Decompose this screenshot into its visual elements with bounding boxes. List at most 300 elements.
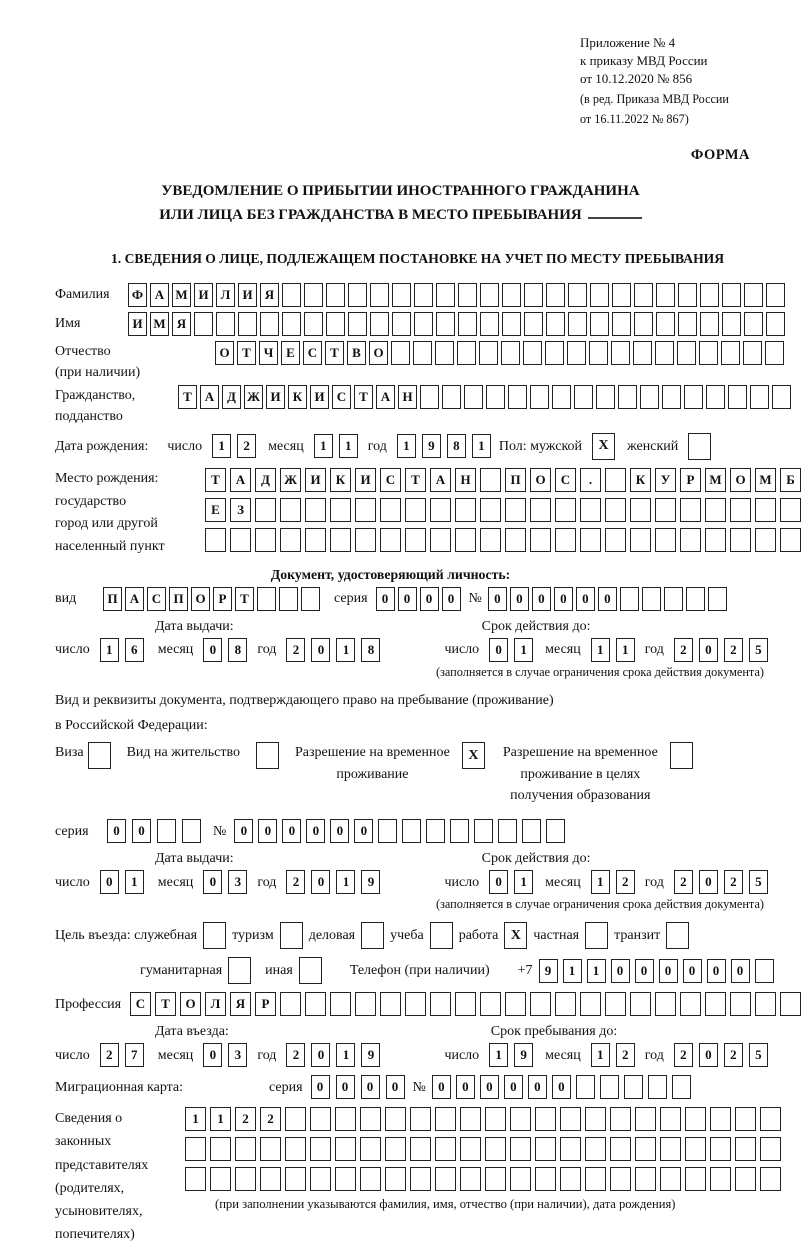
char-cell[interactable] — [721, 341, 740, 365]
char-cell[interactable] — [360, 1137, 381, 1161]
char-cell[interactable]: Л — [216, 283, 235, 307]
char-cell[interactable] — [330, 498, 351, 522]
char-cell[interactable] — [505, 498, 526, 522]
char-cell[interactable] — [370, 312, 389, 336]
char-cell[interactable]: Я — [230, 992, 251, 1016]
char-cell[interactable] — [260, 312, 279, 336]
char-cell[interactable]: 1 — [563, 959, 582, 983]
char-cell[interactable] — [355, 992, 376, 1016]
char-cell[interactable] — [310, 1137, 331, 1161]
char-cell[interactable] — [755, 959, 774, 983]
char-cell[interactable] — [730, 992, 751, 1016]
char-cell[interactable]: 3 — [228, 870, 247, 894]
char-cell[interactable] — [755, 992, 776, 1016]
char-cell[interactable] — [185, 1137, 206, 1161]
char-cell[interactable] — [460, 1167, 481, 1191]
char-cell[interactable] — [524, 312, 543, 336]
char-cell[interactable] — [405, 992, 426, 1016]
char-cell[interactable]: 1 — [472, 434, 491, 458]
checkbox-cell[interactable] — [228, 957, 251, 984]
char-cell[interactable] — [705, 528, 726, 552]
char-cell[interactable]: 2 — [724, 1043, 743, 1067]
char-cell[interactable] — [230, 528, 251, 552]
char-cell[interactable] — [301, 587, 320, 611]
char-cell[interactable] — [310, 1107, 331, 1131]
char-cell[interactable] — [330, 992, 351, 1016]
char-cell[interactable]: 0 — [552, 1075, 571, 1099]
char-cell[interactable] — [700, 312, 719, 336]
char-cell[interactable]: П — [103, 587, 122, 611]
char-cell[interactable]: 1 — [314, 434, 333, 458]
char-cell[interactable]: 1 — [397, 434, 416, 458]
char-cell[interactable]: Б — [780, 468, 801, 492]
char-cell[interactable]: 0 — [510, 587, 529, 611]
char-cell[interactable]: Л — [205, 992, 226, 1016]
char-cell[interactable] — [486, 385, 505, 409]
char-cell[interactable]: Ж — [280, 468, 301, 492]
char-cell[interactable] — [555, 992, 576, 1016]
char-cell[interactable] — [735, 1167, 756, 1191]
char-cell[interactable] — [260, 1167, 281, 1191]
char-cell[interactable] — [430, 528, 451, 552]
char-cell[interactable] — [530, 385, 549, 409]
checkbox-cell[interactable]: X — [592, 433, 615, 460]
char-cell[interactable] — [430, 498, 451, 522]
char-cell[interactable] — [630, 992, 651, 1016]
char-cell[interactable]: И — [238, 283, 257, 307]
char-cell[interactable] — [535, 1137, 556, 1161]
char-cell[interactable] — [634, 283, 653, 307]
char-cell[interactable] — [510, 1137, 531, 1161]
char-cell[interactable]: 0 — [100, 870, 119, 894]
char-cell[interactable] — [305, 992, 326, 1016]
char-cell[interactable] — [335, 1107, 356, 1131]
char-cell[interactable]: С — [303, 341, 322, 365]
char-cell[interactable]: Д — [222, 385, 241, 409]
char-cell[interactable] — [642, 587, 661, 611]
char-cell[interactable]: 5 — [749, 638, 768, 662]
char-cell[interactable] — [766, 312, 785, 336]
char-cell[interactable] — [662, 385, 681, 409]
char-cell[interactable] — [672, 1075, 691, 1099]
char-cell[interactable] — [656, 283, 675, 307]
char-cell[interactable] — [479, 341, 498, 365]
char-cell[interactable] — [624, 1075, 643, 1099]
char-cell[interactable]: С — [147, 587, 166, 611]
char-cell[interactable] — [664, 587, 683, 611]
char-cell[interactable] — [612, 283, 631, 307]
char-cell[interactable]: Т — [235, 587, 254, 611]
char-cell[interactable] — [480, 992, 501, 1016]
char-cell[interactable] — [426, 819, 445, 843]
char-cell[interactable]: Р — [213, 587, 232, 611]
char-cell[interactable]: М — [172, 283, 191, 307]
char-cell[interactable]: 0 — [107, 819, 126, 843]
char-cell[interactable] — [568, 312, 587, 336]
char-cell[interactable]: М — [705, 468, 726, 492]
char-cell[interactable] — [699, 341, 718, 365]
char-cell[interactable] — [436, 283, 455, 307]
char-cell[interactable]: Т — [178, 385, 197, 409]
char-cell[interactable]: 0 — [489, 638, 508, 662]
char-cell[interactable]: . — [580, 468, 601, 492]
char-cell[interactable] — [743, 341, 762, 365]
char-cell[interactable]: 0 — [354, 819, 373, 843]
char-cell[interactable]: 0 — [683, 959, 702, 983]
char-cell[interactable]: П — [505, 468, 526, 492]
char-cell[interactable]: 2 — [616, 870, 635, 894]
char-cell[interactable] — [555, 528, 576, 552]
char-cell[interactable] — [685, 1137, 706, 1161]
char-cell[interactable] — [280, 992, 301, 1016]
char-cell[interactable]: 8 — [228, 638, 247, 662]
char-cell[interactable] — [194, 312, 213, 336]
char-cell[interactable]: 0 — [311, 1043, 330, 1067]
char-cell[interactable] — [455, 498, 476, 522]
char-cell[interactable] — [710, 1107, 731, 1131]
char-cell[interactable] — [524, 283, 543, 307]
char-cell[interactable] — [635, 1107, 656, 1131]
char-cell[interactable] — [618, 385, 637, 409]
char-cell[interactable]: 0 — [532, 587, 551, 611]
char-cell[interactable] — [656, 312, 675, 336]
char-cell[interactable] — [635, 1137, 656, 1161]
char-cell[interactable] — [700, 283, 719, 307]
char-cell[interactable]: 1 — [514, 870, 533, 894]
char-cell[interactable] — [385, 1167, 406, 1191]
char-cell[interactable]: 0 — [699, 638, 718, 662]
char-cell[interactable] — [705, 498, 726, 522]
char-cell[interactable] — [605, 528, 626, 552]
char-cell[interactable]: 0 — [386, 1075, 405, 1099]
char-cell[interactable] — [530, 498, 551, 522]
char-cell[interactable]: О — [369, 341, 388, 365]
char-cell[interactable] — [435, 1107, 456, 1131]
char-cell[interactable]: С — [332, 385, 351, 409]
char-cell[interactable] — [730, 498, 751, 522]
char-cell[interactable]: З — [230, 498, 251, 522]
char-cell[interactable] — [458, 283, 477, 307]
char-cell[interactable] — [410, 1107, 431, 1131]
char-cell[interactable]: М — [755, 468, 776, 492]
char-cell[interactable] — [750, 385, 769, 409]
char-cell[interactable] — [502, 283, 521, 307]
char-cell[interactable] — [560, 1167, 581, 1191]
char-cell[interactable] — [405, 528, 426, 552]
checkbox-cell[interactable] — [256, 742, 279, 769]
char-cell[interactable] — [436, 312, 455, 336]
char-cell[interactable] — [535, 1167, 556, 1191]
char-cell[interactable]: П — [169, 587, 188, 611]
char-cell[interactable]: И — [305, 468, 326, 492]
char-cell[interactable]: А — [125, 587, 144, 611]
char-cell[interactable]: 0 — [699, 1043, 718, 1067]
char-cell[interactable]: 0 — [330, 819, 349, 843]
char-cell[interactable]: 1 — [591, 1043, 610, 1067]
char-cell[interactable] — [480, 498, 501, 522]
char-cell[interactable]: 2 — [237, 434, 256, 458]
char-cell[interactable]: 0 — [442, 587, 461, 611]
char-cell[interactable]: 1 — [587, 959, 606, 983]
char-cell[interactable]: 2 — [674, 1043, 693, 1067]
char-cell[interactable] — [360, 1167, 381, 1191]
char-cell[interactable] — [546, 819, 565, 843]
char-cell[interactable]: 1 — [210, 1107, 231, 1131]
char-cell[interactable]: 0 — [258, 819, 277, 843]
char-cell[interactable] — [501, 341, 520, 365]
char-cell[interactable] — [216, 312, 235, 336]
char-cell[interactable]: 2 — [286, 870, 305, 894]
checkbox-cell[interactable] — [88, 742, 111, 769]
char-cell[interactable] — [680, 528, 701, 552]
char-cell[interactable]: И — [310, 385, 329, 409]
char-cell[interactable] — [235, 1167, 256, 1191]
char-cell[interactable] — [485, 1137, 506, 1161]
char-cell[interactable] — [280, 498, 301, 522]
char-cell[interactable] — [755, 498, 776, 522]
char-cell[interactable]: 0 — [598, 587, 617, 611]
char-cell[interactable] — [508, 385, 527, 409]
char-cell[interactable] — [585, 1167, 606, 1191]
char-cell[interactable]: Д — [255, 468, 276, 492]
char-cell[interactable]: 9 — [361, 1043, 380, 1067]
char-cell[interactable]: У — [655, 468, 676, 492]
char-cell[interactable]: 1 — [336, 1043, 355, 1067]
char-cell[interactable] — [680, 498, 701, 522]
checkbox-cell[interactable] — [688, 433, 711, 460]
char-cell[interactable] — [766, 283, 785, 307]
char-cell[interactable] — [576, 1075, 595, 1099]
checkbox-cell[interactable] — [280, 922, 303, 949]
char-cell[interactable]: О — [191, 587, 210, 611]
char-cell[interactable] — [474, 819, 493, 843]
char-cell[interactable] — [680, 992, 701, 1016]
char-cell[interactable]: И — [128, 312, 147, 336]
char-cell[interactable] — [326, 283, 345, 307]
char-cell[interactable]: 0 — [554, 587, 573, 611]
char-cell[interactable] — [684, 385, 703, 409]
char-cell[interactable] — [530, 528, 551, 552]
char-cell[interactable]: 2 — [616, 1043, 635, 1067]
char-cell[interactable] — [655, 341, 674, 365]
char-cell[interactable] — [210, 1137, 231, 1161]
char-cell[interactable] — [498, 819, 517, 843]
char-cell[interactable]: 0 — [203, 870, 222, 894]
char-cell[interactable] — [485, 1167, 506, 1191]
char-cell[interactable] — [255, 498, 276, 522]
char-cell[interactable] — [634, 312, 653, 336]
char-cell[interactable] — [546, 312, 565, 336]
char-cell[interactable] — [580, 498, 601, 522]
char-cell[interactable]: 2 — [674, 638, 693, 662]
char-cell[interactable] — [402, 819, 421, 843]
checkbox-cell[interactable] — [299, 957, 322, 984]
char-cell[interactable] — [305, 528, 326, 552]
char-cell[interactable] — [355, 498, 376, 522]
char-cell[interactable] — [660, 1167, 681, 1191]
char-cell[interactable] — [728, 385, 747, 409]
char-cell[interactable] — [285, 1167, 306, 1191]
char-cell[interactable] — [502, 312, 521, 336]
char-cell[interactable]: 0 — [376, 587, 395, 611]
char-cell[interactable] — [378, 819, 397, 843]
char-cell[interactable]: 1 — [336, 638, 355, 662]
char-cell[interactable]: А — [200, 385, 219, 409]
char-cell[interactable]: 1 — [185, 1107, 206, 1131]
char-cell[interactable]: 0 — [420, 587, 439, 611]
char-cell[interactable]: 0 — [576, 587, 595, 611]
char-cell[interactable] — [385, 1137, 406, 1161]
char-cell[interactable]: 2 — [286, 1043, 305, 1067]
char-cell[interactable] — [772, 385, 791, 409]
char-cell[interactable] — [655, 528, 676, 552]
char-cell[interactable] — [780, 528, 801, 552]
char-cell[interactable]: С — [130, 992, 151, 1016]
char-cell[interactable]: 0 — [311, 638, 330, 662]
char-cell[interactable] — [678, 312, 697, 336]
char-cell[interactable]: 0 — [306, 819, 325, 843]
char-cell[interactable] — [580, 528, 601, 552]
char-cell[interactable] — [560, 1137, 581, 1161]
char-cell[interactable] — [405, 498, 426, 522]
char-cell[interactable] — [555, 498, 576, 522]
char-cell[interactable] — [460, 1137, 481, 1161]
char-cell[interactable] — [505, 528, 526, 552]
char-cell[interactable]: Т — [237, 341, 256, 365]
char-cell[interactable]: Я — [260, 283, 279, 307]
char-cell[interactable] — [535, 1107, 556, 1131]
char-cell[interactable] — [722, 283, 741, 307]
char-cell[interactable]: 0 — [203, 1043, 222, 1067]
char-cell[interactable]: 3 — [228, 1043, 247, 1067]
char-cell[interactable]: Т — [205, 468, 226, 492]
char-cell[interactable] — [326, 312, 345, 336]
char-cell[interactable] — [590, 283, 609, 307]
char-cell[interactable] — [630, 498, 651, 522]
char-cell[interactable] — [660, 1107, 681, 1131]
char-cell[interactable] — [455, 992, 476, 1016]
char-cell[interactable] — [380, 498, 401, 522]
char-cell[interactable] — [605, 468, 626, 492]
char-cell[interactable] — [678, 283, 697, 307]
char-cell[interactable]: А — [150, 283, 169, 307]
char-cell[interactable]: К — [630, 468, 651, 492]
char-cell[interactable] — [530, 992, 551, 1016]
char-cell[interactable]: С — [555, 468, 576, 492]
char-cell[interactable]: 2 — [100, 1043, 119, 1067]
char-cell[interactable] — [480, 283, 499, 307]
char-cell[interactable] — [655, 498, 676, 522]
char-cell[interactable] — [348, 312, 367, 336]
char-cell[interactable]: 0 — [504, 1075, 523, 1099]
char-cell[interactable] — [330, 528, 351, 552]
char-cell[interactable]: 0 — [635, 959, 654, 983]
char-cell[interactable]: Т — [325, 341, 344, 365]
char-cell[interactable]: В — [347, 341, 366, 365]
char-cell[interactable] — [589, 341, 608, 365]
char-cell[interactable] — [630, 528, 651, 552]
char-cell[interactable] — [435, 1167, 456, 1191]
char-cell[interactable] — [157, 819, 176, 843]
char-cell[interactable] — [610, 1107, 631, 1131]
checkbox-cell[interactable] — [361, 922, 384, 949]
char-cell[interactable]: 2 — [286, 638, 305, 662]
char-cell[interactable]: 0 — [432, 1075, 451, 1099]
checkbox-cell[interactable] — [670, 742, 693, 769]
char-cell[interactable] — [735, 1137, 756, 1161]
char-cell[interactable] — [464, 385, 483, 409]
char-cell[interactable] — [392, 283, 411, 307]
char-cell[interactable]: 0 — [311, 870, 330, 894]
char-cell[interactable] — [360, 1107, 381, 1131]
char-cell[interactable] — [568, 283, 587, 307]
char-cell[interactable]: Е — [205, 498, 226, 522]
char-cell[interactable] — [705, 992, 726, 1016]
char-cell[interactable] — [348, 283, 367, 307]
char-cell[interactable] — [780, 498, 801, 522]
char-cell[interactable]: Ж — [244, 385, 263, 409]
char-cell[interactable]: М — [150, 312, 169, 336]
char-cell[interactable]: 6 — [125, 638, 144, 662]
char-cell[interactable] — [685, 1107, 706, 1131]
char-cell[interactable]: О — [730, 468, 751, 492]
char-cell[interactable]: А — [230, 468, 251, 492]
char-cell[interactable] — [257, 587, 276, 611]
char-cell[interactable] — [480, 528, 501, 552]
checkbox-cell[interactable] — [203, 922, 226, 949]
char-cell[interactable] — [505, 992, 526, 1016]
char-cell[interactable] — [510, 1167, 531, 1191]
char-cell[interactable] — [435, 341, 454, 365]
char-cell[interactable] — [442, 385, 461, 409]
char-cell[interactable]: Ф — [128, 283, 147, 307]
char-cell[interactable] — [605, 992, 626, 1016]
char-cell[interactable]: 9 — [361, 870, 380, 894]
char-cell[interactable]: Т — [405, 468, 426, 492]
char-cell[interactable]: 1 — [489, 1043, 508, 1067]
char-cell[interactable] — [612, 312, 631, 336]
char-cell[interactable]: А — [430, 468, 451, 492]
char-cell[interactable] — [560, 1107, 581, 1131]
char-cell[interactable] — [605, 498, 626, 522]
char-cell[interactable] — [413, 341, 432, 365]
char-cell[interactable] — [285, 1137, 306, 1161]
checkbox-cell[interactable]: X — [504, 922, 527, 949]
char-cell[interactable] — [355, 528, 376, 552]
char-cell[interactable] — [391, 341, 410, 365]
char-cell[interactable] — [710, 1167, 731, 1191]
char-cell[interactable] — [282, 312, 301, 336]
char-cell[interactable]: 7 — [125, 1043, 144, 1067]
char-cell[interactable]: 9 — [514, 1043, 533, 1067]
char-cell[interactable]: 2 — [724, 638, 743, 662]
char-cell[interactable]: Р — [680, 468, 701, 492]
char-cell[interactable]: И — [266, 385, 285, 409]
char-cell[interactable]: 1 — [514, 638, 533, 662]
char-cell[interactable] — [279, 587, 298, 611]
char-cell[interactable]: К — [330, 468, 351, 492]
char-cell[interactable] — [335, 1137, 356, 1161]
char-cell[interactable] — [255, 528, 276, 552]
char-cell[interactable] — [480, 312, 499, 336]
char-cell[interactable]: 0 — [398, 587, 417, 611]
char-cell[interactable] — [574, 385, 593, 409]
char-cell[interactable]: 1 — [212, 434, 231, 458]
char-cell[interactable]: 0 — [611, 959, 630, 983]
char-cell[interactable] — [640, 385, 659, 409]
char-cell[interactable]: И — [355, 468, 376, 492]
char-cell[interactable] — [730, 528, 751, 552]
